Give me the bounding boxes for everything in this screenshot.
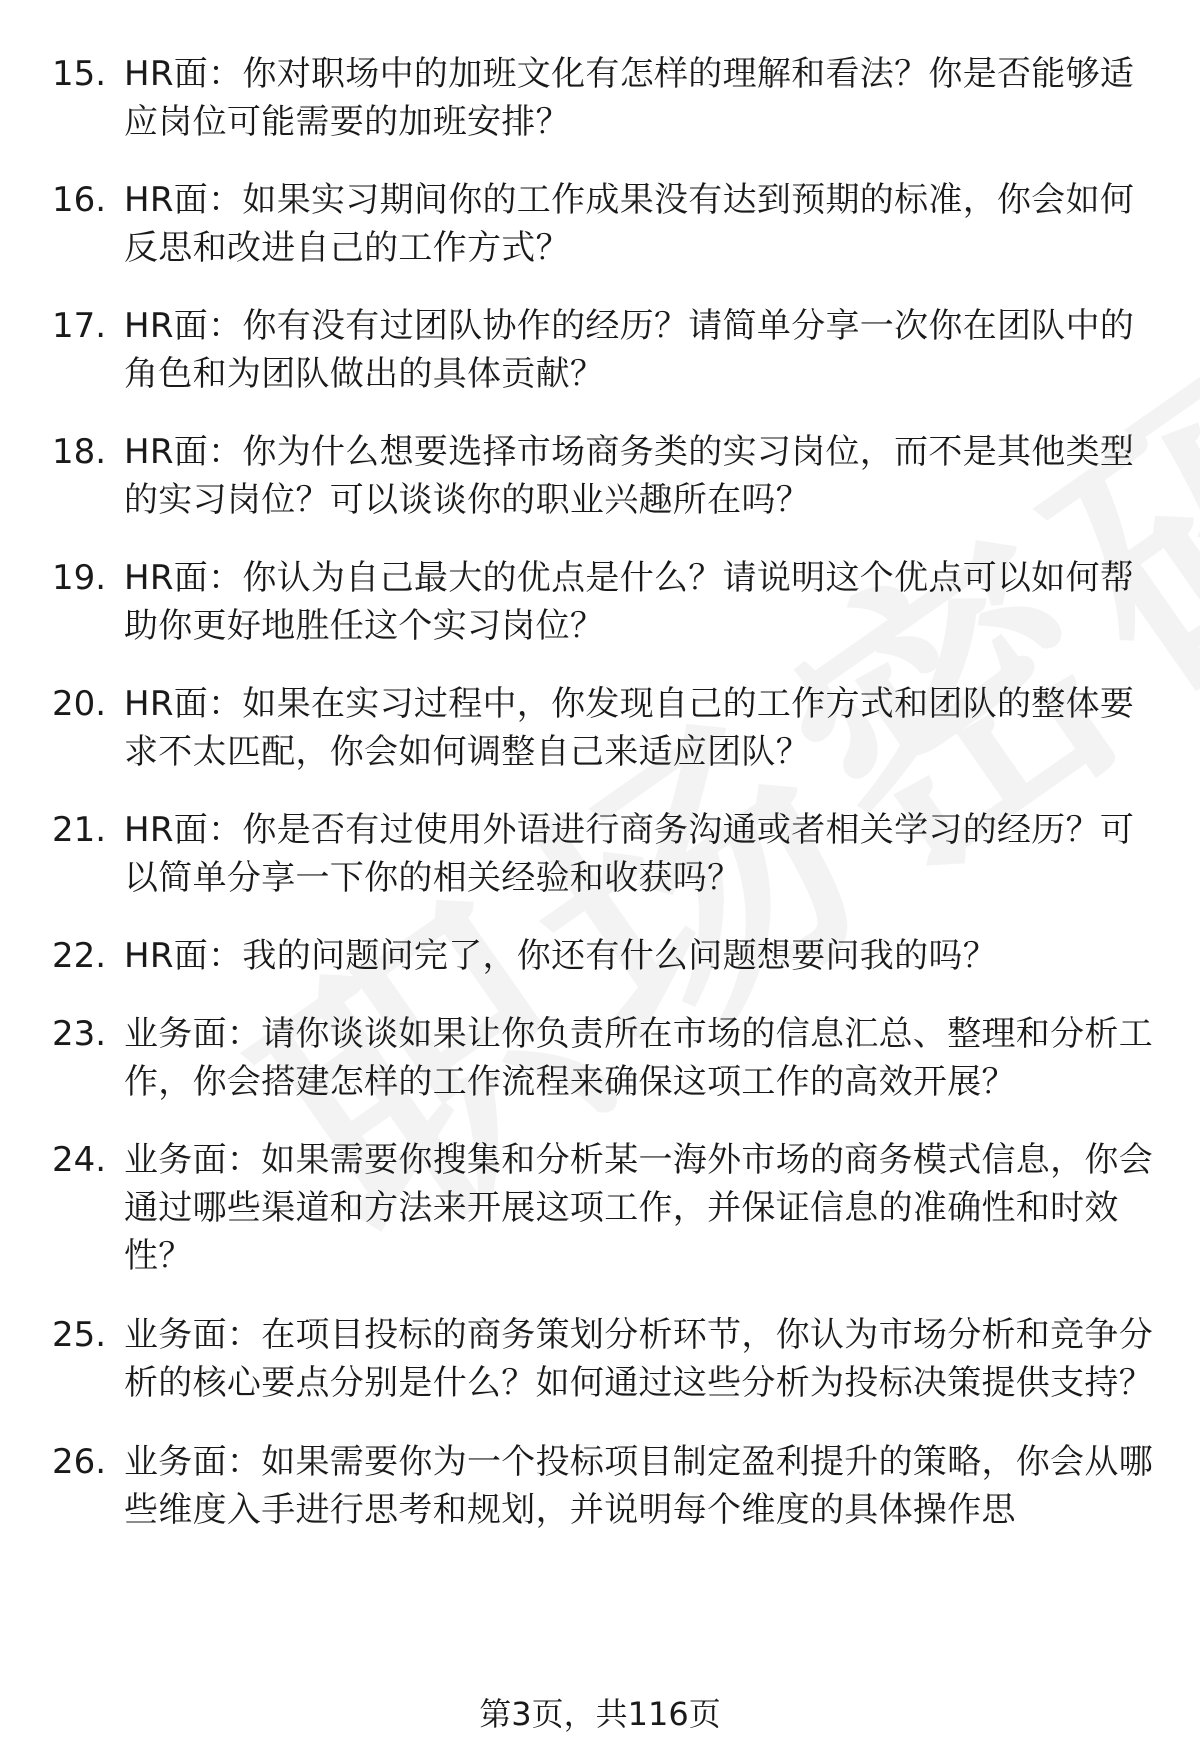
question-number: 17. [52,306,107,346]
question-number: 20. [52,684,107,724]
question-number: 21. [52,810,107,850]
question-text: 业务面：在项目投标的商务策划分析环节，你认为市场分析和竞争分析的核心要点分别是什么？如何通过这些分析为投标决策提供支持？ [124,1315,1153,1403]
question-number: 26. [52,1442,107,1482]
question-number: 24. [52,1140,107,1180]
question-text: 业务面：如果需要你搜集和分析某一海外市场的商务模式信息，你会通过哪些渠道和方法来开展这项工作，并保证信息的准确性和时效性？ [124,1140,1153,1276]
question-text: HR面：如果实习期间你的工作成果没有达到预期的标准，你会如何反思和改进自己的工作方式？ [124,180,1135,268]
list-item [52,428,1162,524]
list-item [52,1136,1162,1280]
list-item [52,554,1162,650]
question-text: HR面：你认为自己最大的优点是什么？请说明这个优点可以如何帮助你更好地胜任这个实习岗位？ [124,558,1135,646]
list-item [52,1311,1162,1407]
question-text: HR面：你是否有过使用外语进行商务沟通或者相关学习的经历？可以简单分享一下你的相关经验和收获吗？ [124,810,1135,898]
question-number: 25. [52,1315,107,1355]
question-text: HR面：你对职场中的加班文化有怎样的理解和看法？你是否能够适应岗位可能需要的加班安排？ [124,54,1135,142]
list-item [52,1010,1162,1106]
question-number: 15. [52,54,107,94]
question-text: HR面：你有没有过团队协作的经历？请简单分享一次你在团队中的角色和为团队做出的具体贡献？ [124,306,1135,394]
page-number: 第3页，共116页 [479,1695,721,1733]
list-item [52,176,1162,272]
list-item [52,932,1162,980]
list-item [52,50,1162,146]
question-number: 22. [52,936,107,976]
question-number: 23. [52,1014,107,1054]
question-text: 业务面：如果需要你为一个投标项目制定盈利提升的策略，你会从哪些维度入手进行思考和规划，并说明每个维度的具体操作思 [124,1442,1153,1530]
list-item [52,1438,1162,1534]
question-number: 19. [52,558,107,598]
list-item [52,302,1162,398]
question-number: 16. [52,180,107,220]
question-text: 业务面：请你谈谈如果让你负责所在市场的信息汇总、整理和分析工作，你会搭建怎样的工作流程来确保这项工作的高效开展？ [124,1014,1153,1102]
question-text: HR面：如果在实习过程中，你发现自己的工作方式和团队的整体要求不太匹配，你会如何调整自己来适应团队？ [124,684,1135,772]
question-text: HR面：我的问题问完了，你还有什么问题想要问我的吗？ [124,936,997,976]
list-item [52,806,1162,902]
question-text: HR面：你为什么想要选择市场商务类的实习岗位，而不是其他类型的实习岗位？可以谈谈你的职业兴趣所在吗？ [124,432,1135,520]
question-number: 18. [52,432,107,472]
list-item [52,680,1162,776]
question-list [52,50,1162,1534]
